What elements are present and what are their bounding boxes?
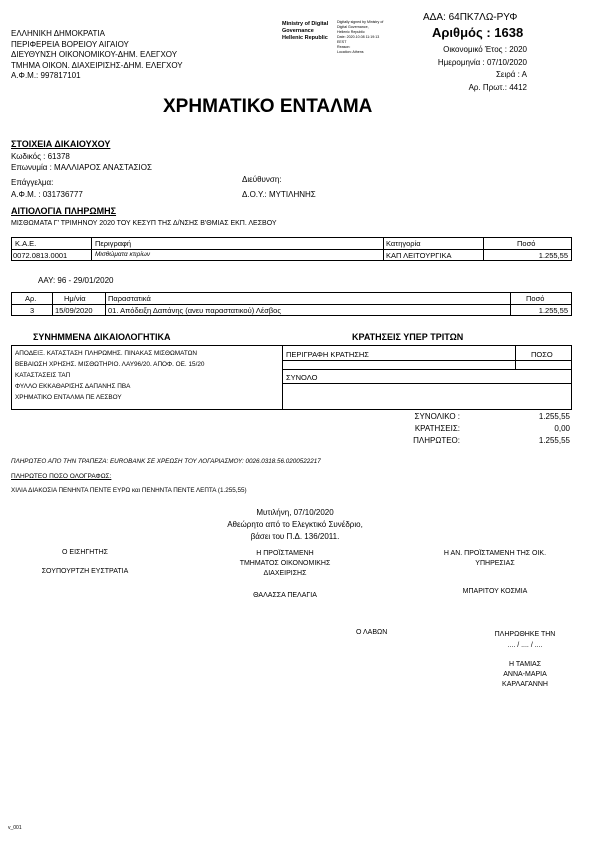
department-head-title: Η ΠΡΟΪΣΤΑΜΕΝΗ ΤΜΗΜΑΤΟΣ ΟΙΚΟΝΟΜΙΚΗΣ ΔΙΑΧΕΙΡΙΣΗΣ — [239, 550, 331, 577]
doc-description-value: 01. Απόδειξη Δαπάνης (ανευ παραστατικού) Λέσβος — [108, 306, 281, 315]
payable-value: 1.255,55 — [538, 436, 570, 445]
attachment-item: ΧΡΗΜΑΤΙΚΟ ΕΝΤΑΛΜΑ ΠΕ ΛΕΣΒΟΥ — [15, 394, 122, 401]
total-label: ΣΥΝΟΛΙΚΟ : — [414, 412, 460, 421]
doc-amount-value: 1.255,55 — [538, 306, 568, 315]
totals-block — [380, 411, 570, 447]
kae-header: Κ.Α.Ε. — [15, 239, 37, 248]
justification-heading: ΑΙΤΙΟΛΟΓΙΑ ΠΛΗΡΩΜΗΣ — [11, 206, 117, 216]
beneficiary-name: Επωνυμία : ΜΑΛΛΙΑΡΟΣ ΑΝΑΣΤΑΣΙΟΣ — [11, 163, 152, 172]
doc-date-value: 15/09/2020 — [55, 306, 93, 315]
document-title: ΧΡΗΜΑΤΙΚΟ ΕΝΤΑΛΜΑ — [163, 96, 373, 117]
amount-value: 1.255,55 — [538, 251, 568, 260]
treasurer-title: Η ΤΑΜΙΑΣ — [508, 661, 542, 668]
beneficiary-profession: Επάγγελμα: — [11, 178, 54, 187]
attachments-heading: ΣΥΝΗΜΜΕΝΑ ΔΙΚΑΙΟΛΟΓΗΤΙΚΑ — [33, 332, 171, 342]
protocol-number: Αρ. Πρωτ.: 4412 — [468, 82, 527, 92]
attachment-item: ΒΕΒΑΙΩΣΗ ΧΡΗΣΗΣ. ΜΙΣΘΩΤΗΡΙΟ. ΛΑΥ96/20. ΑΠΟΦ. ΟΕ. 15/20 — [15, 361, 205, 368]
receiver-label: Ο ΛΑΒΩΝ — [356, 629, 388, 636]
audit-exemption-line: Αθεώρητο από το Ελεγκτικό Συνέδριο, — [227, 520, 363, 529]
form-version: v_001 — [8, 825, 22, 831]
rapporteur-name: ΣΟΥΠΟΥΡΤΖΗ ΕΥΣΤΡΑΤΙΑ — [41, 568, 129, 575]
audit-exemption-line: βάσει του Π.Δ. 136/2011. — [250, 532, 340, 541]
doc-number-value: 3 — [30, 306, 35, 315]
place-date: Μυτιλήνη, 07/10/2020 — [256, 508, 334, 517]
doc-description-header: Παραστατικά — [108, 294, 151, 303]
attachments-list — [15, 348, 204, 403]
amount-header: Ποσό — [517, 239, 536, 248]
document-fields — [438, 44, 527, 94]
issue-date: Ημερομηνία : 07/10/2020 — [437, 57, 527, 67]
description-value: Μισθώματα κτιρίων — [95, 251, 151, 258]
org-line: ΠΕΡΙΦΕΡΕΙΑ ΒΟΡΕΙΟΥ ΑΙΓΑΙΟΥ — [11, 39, 129, 49]
withheld-row — [380, 423, 570, 435]
place-date-block — [200, 507, 390, 543]
withholding-amount-header: ΠΟΣΟ — [531, 350, 553, 359]
rapporteur-title: Ο ΕΙΣΗΓΗΤΗΣ — [62, 549, 108, 556]
doc-date-header: Ημ/νία — [64, 294, 86, 303]
total-value: 1.255,55 — [538, 412, 570, 421]
paid-block — [465, 629, 585, 651]
withholding-total-label: ΣΥΝΟΛΟ — [286, 373, 318, 382]
beneficiary-address: Διεύθυνση: — [242, 175, 282, 184]
category-value: ΚΑΠ ΛΕΙΤΟΥΡΓΙΚΑ — [386, 251, 452, 260]
description-header: Περιγραφή — [95, 239, 132, 248]
payable-row — [380, 435, 570, 447]
fiscal-year: Οικονομικό Έτος : 2020 — [443, 45, 527, 54]
withholding-description-header: ΠΕΡΙΓΡΑΦΗ ΚΡΑΤΗΣΗΣ — [286, 350, 369, 359]
series: Σειρά : Α — [495, 70, 527, 79]
treasurer-block — [465, 660, 585, 690]
department-head-name: ΘΑΛΑΣΣΑ ΠΕΛΑΓΙΑ — [253, 592, 317, 599]
category-header: Κατηγορία — [386, 239, 421, 248]
org-line: ΔΙΕΥΘΥΝΣΗ ΟΙΚΟΝΟΜΙΚΟΥ-ΔΗΜ. ΕΛΕΓΧΟΥ — [11, 50, 178, 59]
doc-amount-header: Ποσό — [526, 294, 545, 303]
paid-label: ΠΛΗΡΩΘΗΚΕ ΤΗΝ — [494, 631, 556, 638]
attachment-item: ΑΠΟΔΕΙΞ. ΚΑΤΑΣΤΑΣΗ ΠΛΗΡΩΜΗΣ. ΠΙΝΑΚΑΣ ΜΙΣΘΩΜΑΤΩΝ — [15, 350, 198, 357]
treasurer-name: ΚΑΡΛΑΓΑΝΝΗ — [502, 681, 548, 688]
withheld-value: 0,00 — [554, 424, 570, 433]
digital-signature-left: Ministry of Digital Governance Hellenic Republic — [282, 21, 329, 41]
total-row — [380, 411, 570, 423]
kae-value: 0072.0813.0001 — [13, 251, 68, 260]
withheld-label: ΚΡΑΤΗΣΕΙΣ: — [414, 424, 460, 433]
paid-date: .... / .... / .... — [507, 642, 543, 649]
organization-block — [11, 29, 183, 82]
org-line: ΤΜΗΜΑ ΟΙΚΟΝ. ΔΙΑΧΕΙΡΙΣΗΣ-ΔΗΜ. ΕΛΕΓΧΟΥ — [11, 60, 183, 70]
director-title: Η ΑΝ. ΠΡΟΪΣΤΑΜΕΝΗ ΤΗΣ ΟΙΚ. ΥΠΗΡΕΣΙΑΣ — [443, 550, 547, 567]
withholdings-heading: ΚΡΑΤΗΣΕΙΣ ΥΠΕΡ ΤΡΙΤΩΝ — [352, 332, 464, 342]
beneficiary-doy: Δ.Ο.Υ.: ΜΥΤΙΛΗΝΗΣ — [242, 190, 316, 199]
org-line: Α.Φ.Μ.: 997817101 — [11, 71, 81, 80]
bank-line: ΠΛΗΡΩΤΕΟ ΑΠΟ ΤΗΝ ΤΡΑΠΕΖΑ: EUROBANK ΣΕ ΧΡΕΩΣΗ ΤΟΥ ΛΟΓΑΡΙΑΣΜΟΥ: 0026.0318.56.0200522217 — [11, 458, 321, 465]
treasurer-name: ΑΝΝΑ-ΜΑΡΙΑ — [503, 671, 547, 678]
doc-number-header: Αρ. — [25, 294, 37, 303]
digital-signature-right: Digitally signed by Ministry of Digital Governance, Hellenic Republic Date: 2020.10.08 11:19:13 EEST Reason: Location: Athens — [337, 20, 384, 54]
beneficiary-code: Κωδικός : 61378 — [11, 152, 70, 161]
director-name: ΜΠΑΡΙΤΟΥ ΚΟΣΜΙΑ — [462, 588, 528, 595]
attachment-item: ΦΥΛΛΟ ΕΚΚΑΘΑΡΙΣΗΣ ΔΑΠΑΝΗΣ ΠΒΑ — [15, 383, 131, 390]
org-line: ΕΛΛΗΝΙΚΗ ΔΗΜΟΚΡΑΤΙΑ — [11, 29, 105, 38]
justification-text: ΜΙΣΘΩΜΑΤΑ Γ' ΤΡΙΜΗΝΟΥ 2020 ΤΟΥ ΚΕΣΥΠ ΤΗΣ Δ/ΝΣΗΣ Β'ΘΜΙΑΣ ΕΚΠ. ΛΕΣΒΟΥ — [11, 220, 277, 227]
payable-label: ΠΛΗΡΩΤΕΟ: — [413, 436, 460, 445]
aay-line: ΑΑΥ: 96 - 29/01/2020 — [38, 276, 114, 285]
beneficiary-heading: ΣΤΟΙΧΕΙΑ ΔΙΚΑΙΟΥΧΟΥ — [11, 139, 111, 149]
document-number: Αριθμός : 1638 — [432, 25, 524, 40]
amount-in-words: ΧΙΛΙΑ ΔΙΑΚΟΣΙΑ ΠΕΝΗΝΤΑ ΠΕΝΤΕ ΕΥΡΩ και ΠΕΝΗΝΤΑ ΠΕΝΤΕ ΛΕΠΤΑ (1.255,55) — [11, 487, 247, 494]
attachment-item: ΚΑΤΑΣΤΑΣΕΙΣ ΤΑΠ — [15, 372, 71, 379]
amount-in-words-heading: ΠΛΗΡΩΤΕΟ ΠΟΣΟ ΟΛΟΓΡΑΦΩΣ: — [11, 473, 112, 480]
ada-code: ΑΔΑ: 64ΠΚ7ΛΩ-ΡΥΦ — [423, 12, 518, 23]
beneficiary-afm: Α.Φ.Μ. : 031736777 — [11, 190, 83, 199]
